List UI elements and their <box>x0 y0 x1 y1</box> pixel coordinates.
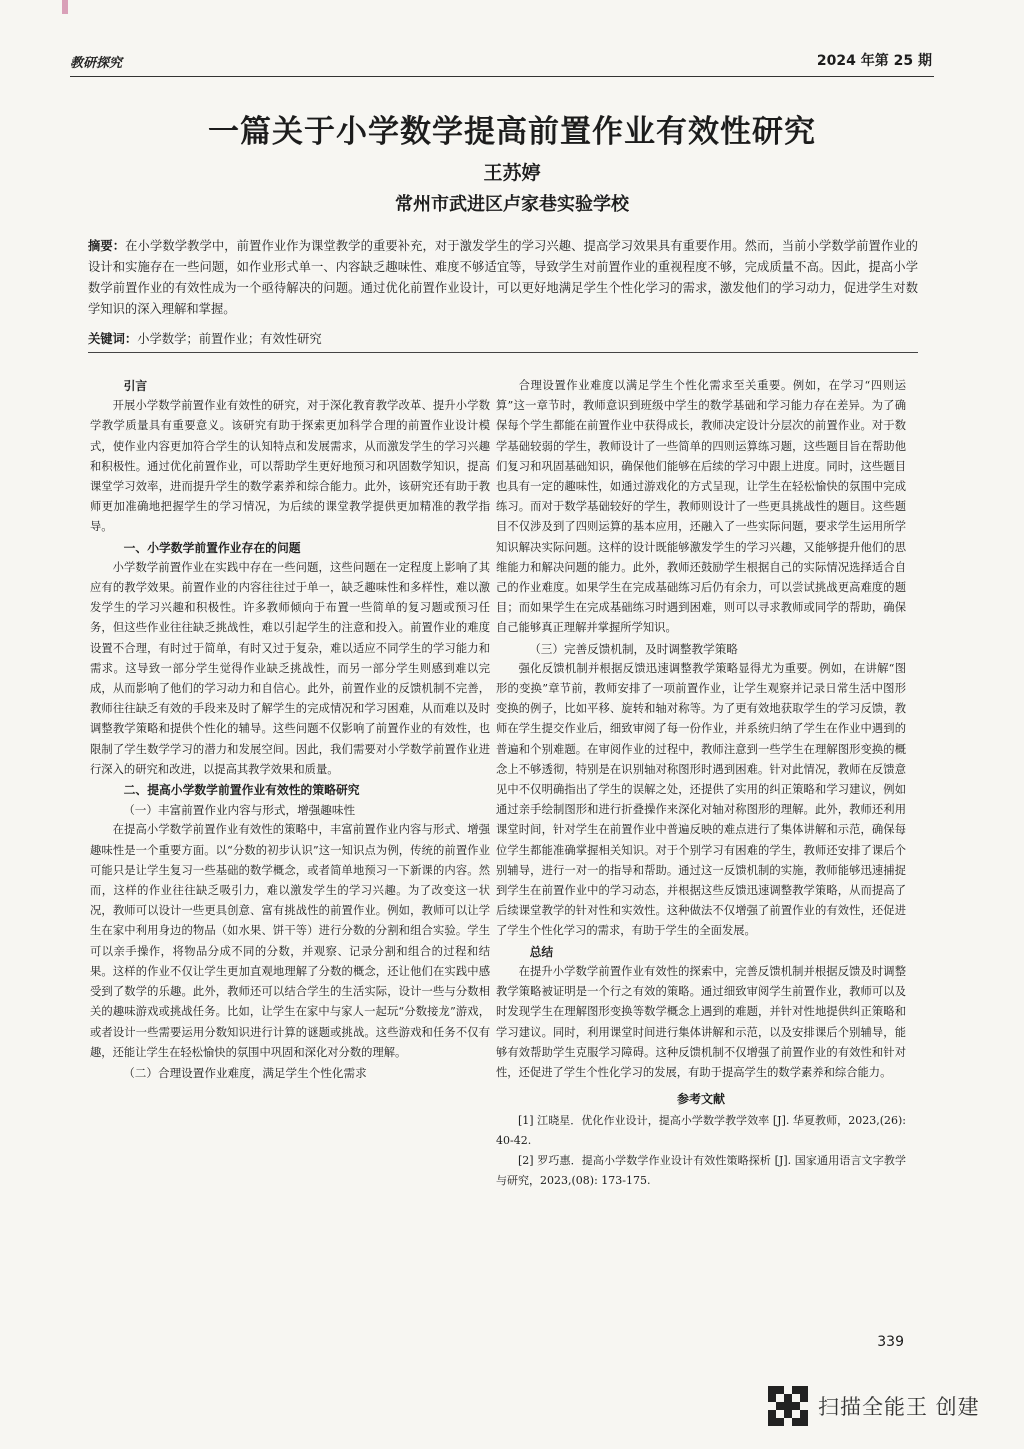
conclusion-heading: 总结 <box>529 944 554 959</box>
paper-title: 一篇关于小学数学提高前置作业有效性研究 <box>208 114 816 150</box>
qr-code-icon <box>768 1386 808 1426</box>
references-heading: 参考文献 <box>676 1092 725 1107</box>
reference-item: [2] 罗巧惠．提高小学数学作业设计有效性策略探析 [J]. 国家通用语言文字教学与研究，2023,(08): 173-175. <box>496 1154 906 1188</box>
scanner-watermark <box>768 1386 980 1426</box>
section2-2-paragraph: 合理设置作业难度以满足学生个性化需求至关重要。例如，在学习“四则运算”这一章节时，教师意识到班级中学生的数学基础和学习能力存在差异。为了确保每个学生都能在前置作业中获得成长，教师决定设计分层次的前置作业。对于数学基础较弱的学生，教师设计了一些简单的四则运算练习题，这些题目旨在帮助他们复习和巩固基础知识，确保他们能够在后续的学习中跟上进度。同时，这些题目也具有一定的趣味性，如通过游戏化的方式呈现，让学生在轻松愉快的氛围中完成练习。而对于数学基础较好的学生，教师则设计了一些更具挑战性的题目。这些题目不仅涉及到了四则运算的基本应用，还融入了一些实际问题，要求学生运用所学知识解决实际问题。这样的设计既能够激发学生的学习兴趣，又能够提升他们的思维能力和解决问题的能力。此外，教师还鼓励学生根据自己的实际情况选择适合自己的作业难度。如果学生在完成基础练习后仍有余力，可以尝试挑战更高难度的题目；而如果学生在完成基础练习时遇到困难，则可以寻求教师或同学的帮助，确保自己能够真正理解并掌握所学知识。 <box>496 379 906 635</box>
right-column <box>496 376 906 1191</box>
keywords-rule <box>88 352 918 353</box>
section2-3-heading: （三）完善反馈机制，及时调整教学策略 <box>529 641 738 656</box>
reference-item: [1] 江晓星．优化作业设计，提高小学数学教学效率 [J]. 华夏教师，2023,(26): 40-42. <box>496 1114 906 1148</box>
abstract <box>88 236 918 320</box>
section2-heading: 二、提高小学数学前置作业有效性的策略研究 <box>123 783 360 798</box>
section1-heading: 一、小学数学前置作业存在的问题 <box>123 540 301 555</box>
intro-heading: 引言 <box>123 379 148 393</box>
page-number: 339 <box>877 1334 904 1350</box>
issue-label: 2024 年第 25 期 <box>816 53 932 69</box>
journal-section-label: 教研探究 <box>70 56 123 71</box>
abstract-label: 摘要： <box>88 239 126 253</box>
keywords <box>88 330 918 348</box>
affiliation: 常州市武进区卢家巷实验学校 <box>395 194 629 215</box>
left-column <box>90 376 490 1083</box>
author-name: 王苏婷 <box>483 162 541 184</box>
keywords-text: 小学数学；前置作业；有效性研究 <box>137 332 322 346</box>
keywords-label: 关键词： <box>88 332 138 346</box>
section2-3-paragraph: 强化反馈机制并根据反馈迅速调整教学策略显得尤为重要。例如，在讲解“图形的变换”章节前，教师安排了一项前置作业，让学生观察并记录日常生活中图形变换的例子，比如平移、旋转和轴对称等。为了更有效地获取学生的学习反馈，教师在学生提交作业后，细致审阅了每一份作业，并系统归纳了学生在作业中遇到的普遍和个别难题。在审阅作业的过程中，教师注意到一些学生在理解图形变换的概念上不够透彻，特别是在识别轴对称图形时遇到困难。针对此情况，教师在反馈意见中不仅明确指出了学生的误解之处，还提供了实用的纠正策略和学习建议，例如通过亲手绘制图形和进行折叠操作来深化对轴对称图形的理解。此外，教师还利用课堂时间，针对学生在前置作业中普遍反映的难点进行了集体讲解和示范，确保每位学生都能准确掌握相关知识。对于个别学习有困难的学生，教师还安排了课后个别辅导，进行一对一的指导和帮助。通过这一反馈机制的实施，教师能够迅速捕捉到学生在前置作业中的学习动态，并根据这些反馈迅速调整教学策略，从而提高了后续课堂教学的针对性和实效性。这种做法不仅增强了前置作业的有效性，还促进了学生个性化学习的需求，有助于学生的全面发展。 <box>496 661 906 938</box>
section1-paragraph: 小学数学前置作业在实践中存在一些问题，这些问题在一定程度上影响了其应有的教学效果。前置作业的内容往往过于单一，缺乏趣味性和多样性，难以激发学生的学习兴趣和积极性。许多教师倾向于布置一些简单的复习题或预习任务，但这些作业往往缺乏挑战性，难以引起学生的注意和投入。前置作业的难度设置不合理，有时过于简单，有时又过于复杂，难以适应不同学生的学习能力和需求。这导致一部分学生觉得作业缺乏挑战性，而另一部分学生则感到难以完成，从而影响了他们的学习动力和自信心。此外，前置作业的反馈机制不完善，教师往往缺乏有效的手段来及时了解学生的完成情况和学习困难，从而难以及时调整教学策略和提供个性化的辅导。这些问题不仅影响了前置作业的有效性，也限制了学生数学学习的潜力和发展空间。因此，我们需要对小学数学前置作业进行深入的研究和改进，以提高其教学效果和质量。 <box>90 560 490 776</box>
section2-1-heading: （一）丰富前置作业内容与形式，增强趣味性 <box>123 803 356 818</box>
conclusion-paragraph: 在提升小学数学前置作业有效性的探索中，完善反馈机制并根据反馈及时调整教学策略被证明是一个行之有效的策略。通过细致审阅学生前置作业，教师可以及时发现学生在理解图形变换等数学概念上遇到的难题，并针对性地提供纠正策略和学习建议。同时，利用课堂时间进行集体讲解和示范，以及安排课后个别辅导，能够有效帮助学生克服学习障碍。这种反馈机制不仅增强了前置作业的有效性和针对性，还促进了学生个性化学习的发展，有助于提高学生的数学素养和综合能力。 <box>496 964 906 1079</box>
scanner-label: 扫描全能王 创建 <box>818 1395 980 1419</box>
section2-1-paragraph: 在提高小学数学前置作业有效性的策略中，丰富前置作业内容与形式、增强趣味性是一个重要方面。以“分数的初步认识”这一知识点为例，传统的前置作业可能只是让学生复习一些基础的数学概念，或者简单地预习一下新课的内容。然而，这样的作业往往缺乏吸引力，难以激发学生的学习兴趣。为了改变这一状况，教师可以设计一些更具创意、富有挑战性的前置作业。例如，教师可以让学生在家中利用身边的物品（如水果、饼干等）进行分数的分割和组合实验。学生可以亲手操作，将物品分成不同的分数，并观察、记录分割和组合的过程和结果。这样的作业不仅让学生更加直观地理解了分数的概念，还让他们在实践中感受到了数学的乐趣。此外，教师还可以结合学生的生活实际，设计一些与分数相关的趣味游戏或挑战任务。比如，让学生在家中与家人一起玩“分数接龙”游戏，或者设计一些需要运用分数知识进行计算的谜题或挑战。这些游戏和任务不仅有趣，还能让学生在轻松愉快的氛围中巩固和深化对分数的理解。 <box>90 823 490 1059</box>
abstract-text: 在小学数学教学中，前置作业作为课堂教学的重要补充，对于激发学生的学习兴趣、提高学习效果具有重要作用。然而，当前小学数学前置作业的设计和实施存在一些问题，如作业形式单一、内容缺乏趣味性、难度不够适宜等，导致学生对前置作业的重视程度不够，完成质量不高。因此，提高小学数学前置作业的有效性成为一个亟待解决的问题。通过优化前置作业设计，可以更好地满足学生个性化学习的需求，激发他们的学习动力，促进学生对数学知识的深入理解和掌握。 <box>88 239 918 316</box>
header-rule <box>70 76 934 77</box>
corner-mark <box>62 0 68 14</box>
intro-paragraph: 开展小学数学前置作业有效性的研究，对于深化教育教学改革、提升小学数学教学质量具有重要意义。该研究有助于探索更加科学合理的前置作业设计模式，使作业内容更加符合学生的认知特点和发展需求，从而激发学生的学习兴趣和积极性。通过优化前置作业，可以帮助学生更好地预习和巩固数学知识，提高课堂学习效率，进而提升学生的数学素养和综合能力。此外，该研究还有助于教师更加准确地把握学生的学习情况，为后续的课堂教学提供更加精准的教学指导。 <box>90 399 490 534</box>
section2-2-heading: （二）合理设置作业难度，满足学生个性化需求 <box>123 1065 367 1080</box>
